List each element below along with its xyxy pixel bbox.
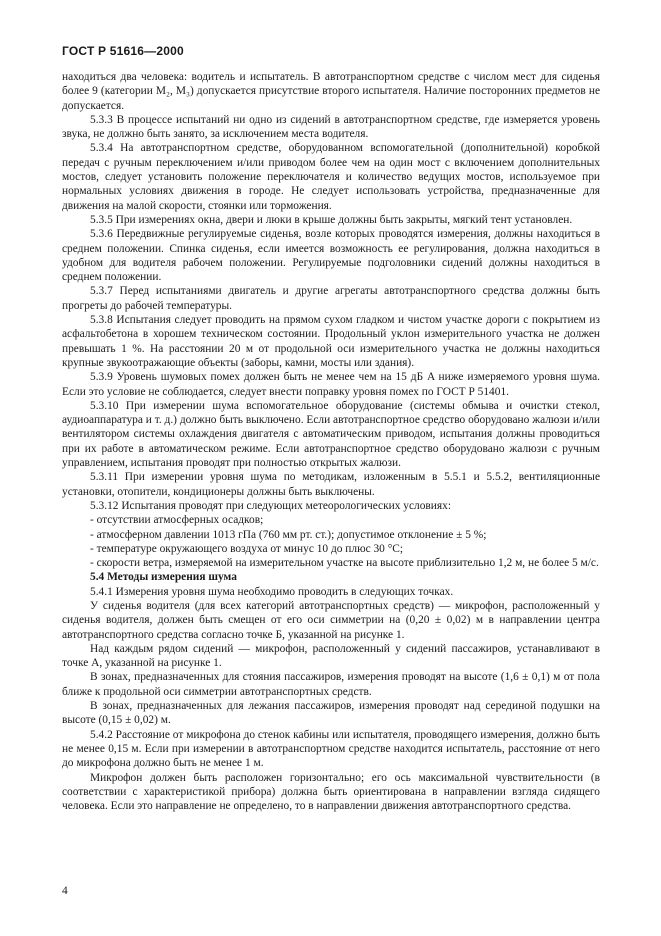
page-number: 4 [62, 885, 68, 897]
paragraph-seat-rows: Над каждым рядом сидений — микрофон, расположенный у сидений пассажиров, устанавливают в точке А, указанной на рисунке 1. [62, 642, 600, 670]
paragraph-driver-seat: У сиденья водителя (для всех категорий автотранспортных средств) — микрофон, расположенный у сиденья водителя, должен быть смещен от его оси симметрии на (0,20 ± 0,02) м в направлении центра автотранспортного средства согласно точке Б, указанной на рисунке 1. [62, 599, 600, 641]
paragraph-5-3-9: 5.3.9 Уровень шумовых помех должен быть не менее чем на 15 дБ A ниже измеряемого уровня шума. Если это условие не соблюдается, следует внести поправку уровня помех по ГОСТ Р 51401. [62, 371, 600, 398]
page-header-standard-number: ГОСТ Р 51616—2000 [62, 44, 184, 58]
paragraph-continuation: находиться два человека: водитель и испытатель. В автотранспортном средстве с числом мест для сиденья более 9 (категории М₂, М₃) допускается присутствие второго испытателя. Наличие посторонних предметов не допускается. [62, 71, 600, 112]
paragraph-5-3-8: 5.3.8 Испытания следует проводить на прямом сухом гладком и чистом участке дороги с покрытием из асфальтобетона в хорошем техническом состоянии. Продольный уклон измерительного участка не должен превышать 1 %. На расстоянии 20 м от продольной оси измерительного участка не должны находиться крупные звукоотражающие объекты (заборы, камни, мосты или здания). [62, 314, 600, 369]
list-item: - отсутствии атмосферных осадков; [90, 514, 264, 527]
section-heading-5-4: 5.4 Методы измерения шума [90, 571, 237, 584]
paragraph-5-3-3: 5.3.3 В процессе испытаний ни одно из сидений в автотранспортном средстве, где измеряется уровень звука, не должно быть занято, за исключением места водителя. [62, 113, 600, 141]
list-item: - скорости ветра, измеряемой на измерительном участке на высоте приблизительно 1,2 м, не более 5 м/с. [90, 557, 599, 570]
paragraph-5-3-4: 5.3.4 На автотранспортном средстве, оборудованном вспомогательной (дополнительной) коробкой передач с ручным переключением и/или приводом более чем на один мост с включением дополнительных мостов, следует установить положение переключателя и количество ведущих мостов, используемое при нормальных условиях движения в городе. Не следует использовать устройства, предназначенные для движения на малой скорости, стоянки или торможения. [62, 142, 600, 212]
paragraph-microphone-orientation: Микрофон должен быть расположен горизонтально; его ось максимальной чувствительности (в соответствии с характеристикой прибора) должна быть ориентирована в направлении взгляда сидящего человека. Если это направление не определено, то в направлении движения автотранспортного средства. [62, 771, 600, 813]
paragraph-5-3-10: 5.3.10 При измерении шума вспомогательное оборудование (системы обмыва и очистки стекол, аудиоаппаратура и т. д.) должно быть выключено. Если автотранспортное средство оборудовано жалюзи и/или вентилятором системы охлаждения двигателя с автоматическим приводом, испытания должны проводиться при их работе в автоматическом режиме. Если автотранспортное средство оборудовано жалюзи с ручным управлением, испытания проводят при полностью открытых жалюзи. [62, 399, 600, 470]
list-item: - атмосферном давлении 1013 гПа (760 мм рт. ст.); допустимое отклонение ± 5 %; [90, 528, 487, 541]
list-item: - температуре окружающего воздуха от минус 10 до плюс 30 °С; [90, 542, 404, 555]
document-body [62, 70, 600, 813]
paragraph-5-3-12: 5.3.12 Испытания проводят при следующих метеорологических условиях: [90, 499, 451, 512]
paragraph-5-3-6: 5.3.6 Передвижные регулируемые сиденья, возле которых проводятся измерения, должны находиться в среднем положении. Спинка сиденья, если имеется возможность ее регулирования, должна находиться в удобном для водителя рабочем положении. Регулируемые подголовники сидений должны находиться в среднем положении. [62, 228, 600, 284]
paragraph-5-4-1: 5.4.1 Измерения уровня шума необходимо проводить в следующих точках. [90, 585, 454, 598]
paragraph-5-3-11: 5.3.11 При измерении уровня шума по методикам, изложенным в 5.5.1 и 5.5.2, вентиляционные установки, отопители, кондиционеры должны быть выключены. [62, 471, 600, 498]
paragraph-lying-zones: В зонах, предназначенных для лежания пассажиров, измерения проводят над серединой подушки на высоте (0,15 ± 0,02) м. [62, 700, 600, 727]
paragraph-5-3-5: 5.3.5 При измерениях окна, двери и люки в крыше должны быть закрыты, мягкий тент установлен. [90, 213, 573, 226]
paragraph-5-3-7: 5.3.7 Перед испытаниями двигатель и другие агрегаты автотранспортного средства должны быть прогреты до рабочей температуры. [62, 285, 600, 312]
paragraph-standing-zones: В зонах, предназначенных для стояния пассажиров, измерения проводят на высоте (1,6 ± 0,1) м от пола ближе к продольной оси симметрии автотранспортных средств. [62, 671, 600, 698]
paragraph-5-4-2: 5.4.2 Расстояние от микрофона до стенок кабины или испытателя, проводящего измерения, должно быть не менее 0,15 м. Если при измерении в автотранспортном средстве находится испытатель, расстояние от него до микрофона должно быть не менее 1 м. [62, 728, 600, 770]
